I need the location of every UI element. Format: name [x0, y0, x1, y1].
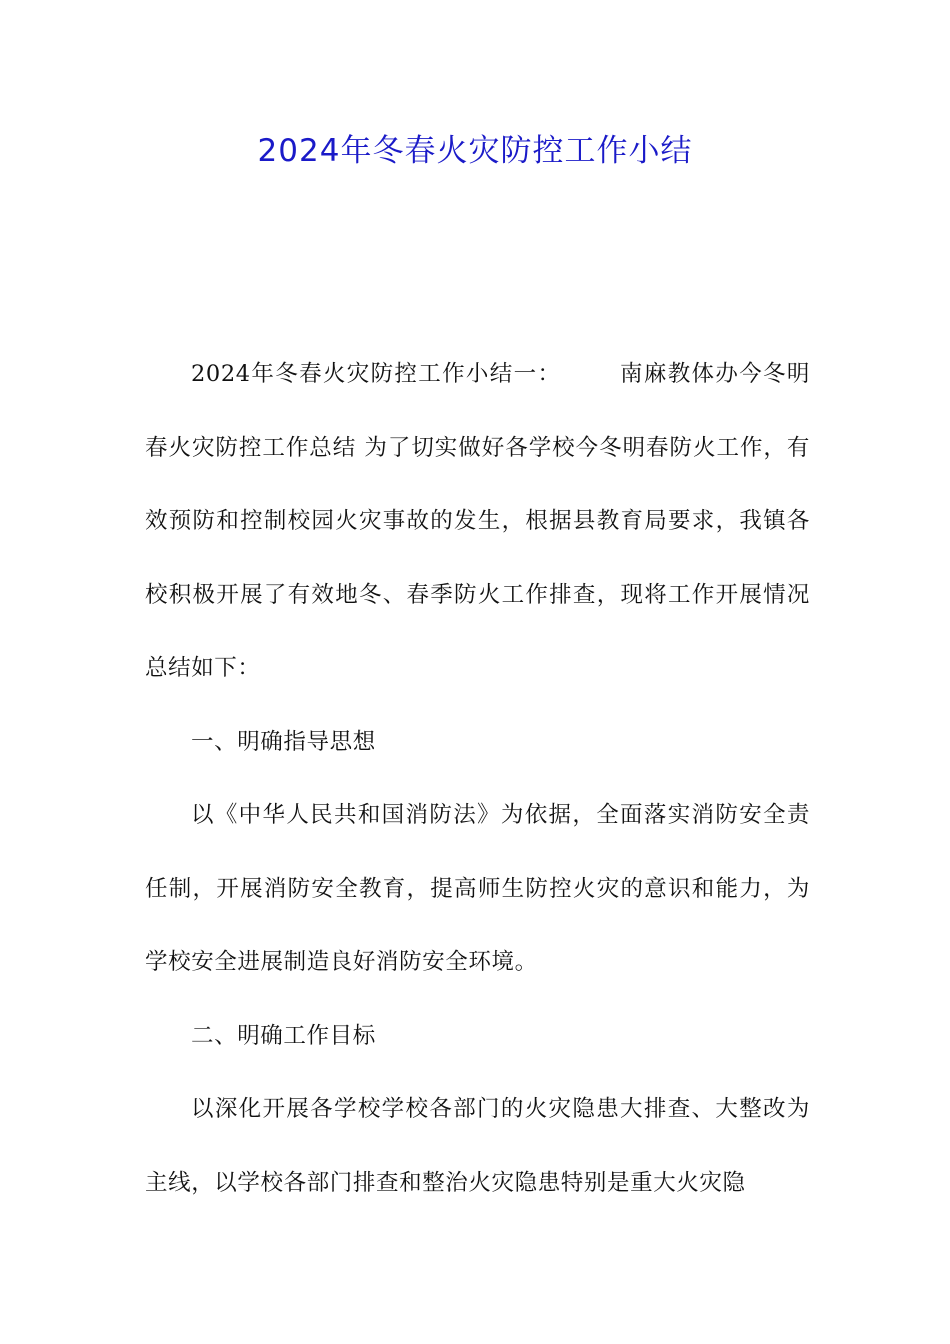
intro-paragraph [145, 338, 810, 706]
intro-lead: 2024年冬春火灾防控工作小结一： [191, 361, 562, 387]
section2-heading: 二、明确工作目标 [191, 1022, 376, 1049]
document-title: 2024年冬春火灾防控工作小结 [257, 133, 693, 169]
section2-paragraph: 以深化开展各学校学校各部门的火灾隐患大排查、大整改为主线，以学校各部门排查和整治火灾隐患特别是重大火灾隐 [145, 1096, 810, 1196]
section1-paragraph: 以《中华人民共和国消防法》为依据，全面落实消防安全责任制，开展消防安全教育，提高师生防控火灾的意识和能力，为学校安全进展制造良好消防安全环境。 [145, 802, 810, 975]
document-body [145, 338, 810, 1220]
intro-rest: 南麻教体办今冬明春火灾防控工作总结 为了切实做好各学校今冬明春防火工作，有效预防和控制校园火灾事故的发生，根据县教育局要求，我镇各校积极开展了有效地冬、春季防火工作排查，现将工作开展情况总结如下： [145, 361, 810, 681]
section1-heading: 一、明确指导思想 [191, 728, 376, 755]
